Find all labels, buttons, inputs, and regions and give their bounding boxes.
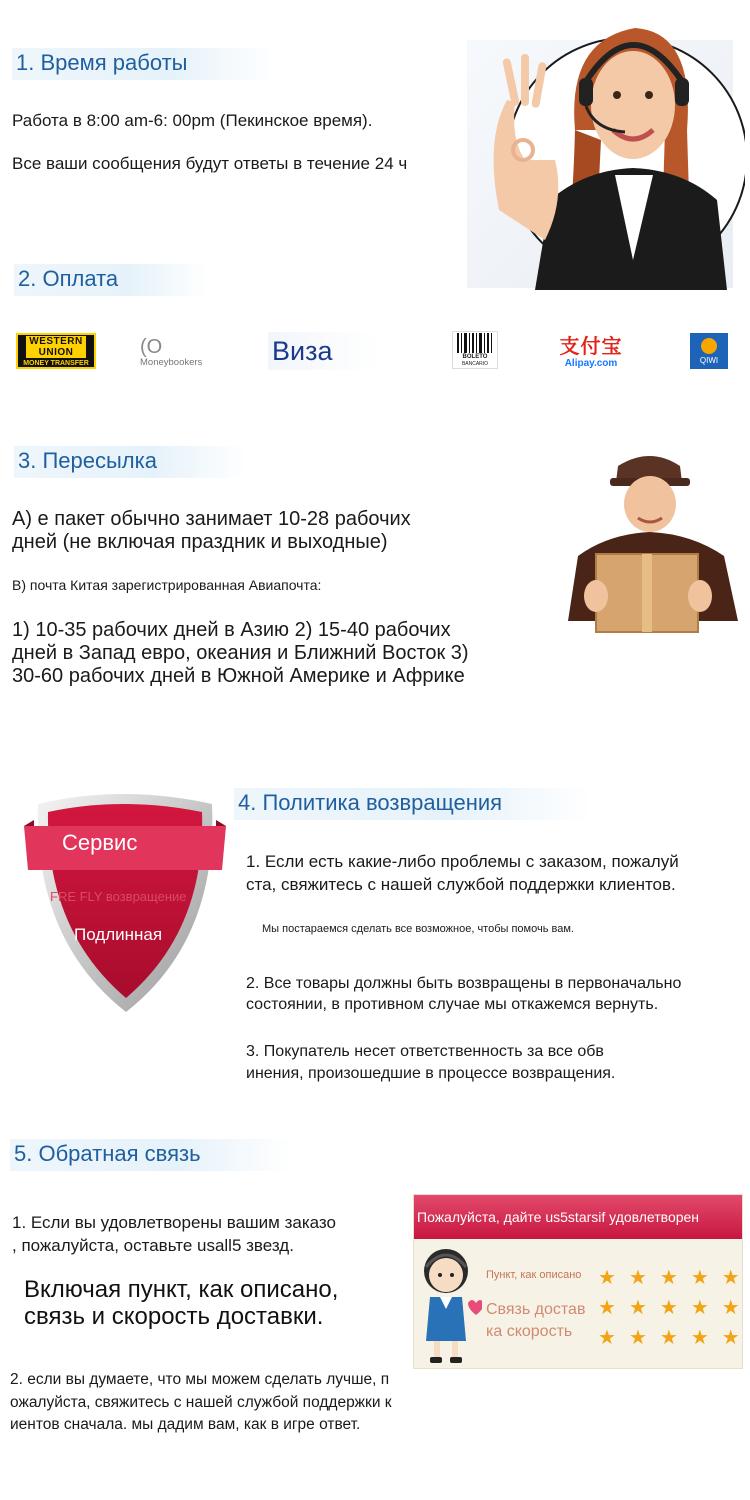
feedback-p1-line-2: , пожалуйста, оставьте usall5 звезд. (12, 1236, 294, 1255)
rating-banner-text: Пожалуйста, дайте us5starsif удовлетворен (417, 1209, 700, 1225)
hours-line-2: Все ваши сообщения будут ответы в течение 24 ч (12, 154, 408, 173)
rating-card (413, 1194, 743, 1369)
shipping-a-line-1: А) е пакет обычно занимает 10-28 рабочих (12, 508, 411, 530)
feedback-p2-line-3: иентов сначала. мы дадим вам, как в игре ответ. (10, 1416, 361, 1433)
star-icon: ★ (659, 1327, 678, 1349)
hours-line-1: Работа в 8:00 am-6: 00pm (Пекинское время). (12, 111, 373, 130)
qiwi-logo (690, 333, 728, 369)
rating-card-banner (414, 1195, 742, 1239)
section-shipping-title: 3. Пересылка (14, 446, 247, 478)
returns-p1-line-1: 1. Если есть какие-либо проблемы с заказом, пожалуй (246, 852, 679, 871)
star-rating-row-2 (598, 1295, 750, 1320)
star-icon: ★ (690, 1327, 709, 1349)
star-icon: ★ (598, 1297, 616, 1319)
boleto-logo (452, 331, 498, 369)
star-icon: ★ (721, 1327, 740, 1349)
wu-sub: MONEY TRANSFER (23, 359, 89, 367)
star-icon: ★ (721, 1267, 740, 1289)
western-union-logo (16, 333, 96, 369)
returns-p3-line-2: инения, произошедшие в процессе возвращения. (246, 1065, 616, 1082)
wu-word-2: UNION (38, 346, 74, 358)
shield-mid-text: FRE FLY возвращение (50, 889, 187, 904)
star-rating-row-3 (598, 1325, 750, 1350)
wu-word-1: WESTERN (29, 335, 83, 347)
star-icon: ★ (628, 1297, 647, 1319)
moneybookers-logo (140, 334, 220, 370)
star-icon: ★ (628, 1267, 647, 1289)
rating-row-3-label: ка скорость (486, 1323, 573, 1340)
returns-p2-line-2: состоянии, в противном случае мы откажемся вернуть. (246, 996, 659, 1013)
delivery-man-image (558, 446, 748, 636)
feedback-p1-line-1: 1. Если вы удовлетворены вашим заказо (12, 1213, 336, 1232)
star-icon: ★ (628, 1327, 647, 1349)
alipay-cn: 支付宝 (559, 335, 623, 358)
qiwi-text: QIWI (699, 355, 719, 365)
shield-bottom-text: Подлинная (74, 925, 163, 944)
star-icon: ★ (598, 1327, 616, 1349)
returns-p2-line-1: 2. Все товары должны быть возвращены в первоначально (246, 975, 682, 992)
moneybookers-mark: (O (140, 335, 163, 358)
alipay-en: Alipay.com (564, 357, 618, 369)
boleto-name: BOLETO (462, 354, 488, 360)
shipping-c-line-1: 1) 10-35 рабочих дней в Азию 2) 15-40 рабочих (12, 619, 451, 641)
service-shield-badge (22, 790, 228, 1015)
section-returns-title: 4. Политика возвращения (234, 788, 592, 820)
rating-row-1-label: Пункт, как описано (486, 1269, 582, 1281)
shipping-a-line-2: дней (не включая праздник и выходные) (12, 531, 388, 553)
feedback-big-line-1: Включая пункт, как описано, (24, 1276, 339, 1303)
section-feedback-title: 5. Обратная связь (10, 1139, 291, 1171)
support-girl-icon (416, 1245, 482, 1367)
star-icon: ★ (659, 1297, 678, 1319)
returns-note: Мы постараемся сделать все возможное, чтобы помочь вам. (262, 923, 574, 935)
boleto-sub: BANCARIO (461, 361, 489, 367)
visa-logo: Виза (268, 332, 378, 370)
feedback-p2-line-2: ожалуйста, свяжитесь с нашей службой поддержки к (10, 1394, 392, 1411)
star-icon: ★ (690, 1267, 709, 1289)
feedback-p2-line-1: 2. если вы думаете, что мы можем сделать лучше, п (10, 1371, 390, 1388)
returns-p3-line-1: 3. Покупатель несет ответственность за все обв (246, 1043, 604, 1060)
star-icon: ★ (721, 1297, 740, 1319)
rating-row-2-label: Связь достав (486, 1301, 586, 1318)
section-payment-title: 2. Оплата (14, 264, 208, 296)
moneybookers-name: Moneybookers (140, 356, 203, 368)
alipay-logo (555, 332, 627, 372)
shield-top-text: Сервис (62, 830, 138, 855)
qiwi-circle-icon (701, 338, 717, 354)
returns-p1-line-2: ста, свяжитесь с нашей службой поддержки клиентов. (246, 875, 676, 894)
star-icon: ★ (598, 1267, 616, 1289)
shipping-c-line-2: дней в Запад евро, океания и Ближний Восток 3) (12, 642, 469, 664)
star-icon: ★ (690, 1297, 709, 1319)
shipping-c-line-3: 30-60 рабочих дней в Южной Америке и Африке (12, 665, 465, 687)
barcode-icon (455, 332, 495, 354)
star-icon: ★ (659, 1267, 678, 1289)
section-hours-title: 1. Время работы (12, 48, 277, 80)
feedback-big-line-2: связь и скорость доставки. (24, 1303, 324, 1330)
shipping-b: В) почта Китая зарегистрированная Авиапочта: (12, 577, 322, 593)
support-agent-image (455, 10, 745, 290)
star-rating-row-1 (598, 1265, 750, 1290)
